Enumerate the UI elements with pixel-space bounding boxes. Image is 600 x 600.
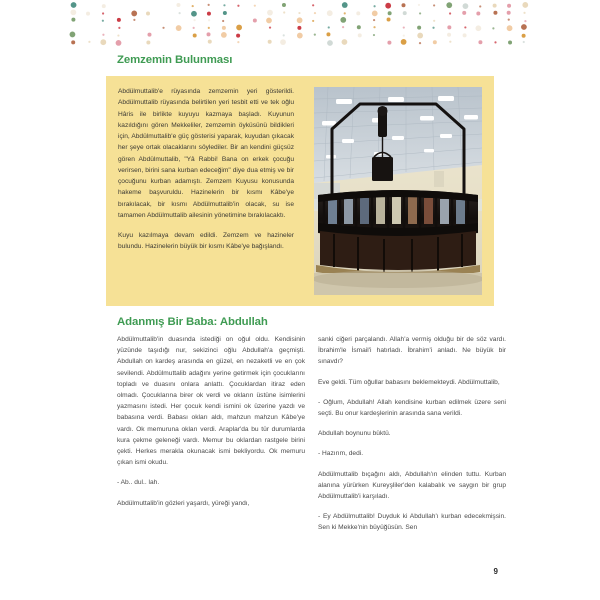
body-paragraph: Abdullah boynunu büktü. [318, 430, 391, 438]
body-paragraph: Eve geldi. Tüm oğullar babasını beklemekteydi. Abdülmuttalib, [318, 378, 500, 386]
body-column-right [318, 334, 506, 534]
dotted-header-band [66, 2, 532, 46]
body-paragraph: Abdülmuttalib'in duasında istediği on oğul oldu. Kendisinin yüzünde taşıdığı nur, sekizinci oğlu Abdullah'a geçmişti. Abdullah on kardeş arasında en güzel, en nezaketli ve en çok sevilendi. Abdülmuttalib adağını yerine getirmek için çocuklarını topladı ve duasını onlara anlattı. Çocuklardan itiraz eden olmadı. Çocuklarına birer ok verdi ve okların üstüne isimlerini yazmasını istedi. Her çocuk kendi ismini ok üzerine yazdı ve babasına verdi. Babası okları aldı, mahzun mahzun Kâbe'ye vardı. Ok memuruna okları verdi. Araplar'da bu tür durumlarda kura çekme geleneği vardı. Memur bu oklardan rastgele birini çekti. Herkes merakla okunacak ismi bekliyordu. Ok memuru çıkan ismi okudu. [117, 336, 305, 467]
body-paragraph: Abdülmuttalib bıçağını aldı, Abdullah'ın elinden tuttu. Kurban alanına yürürken Kureyşliler'den kalabalık ve saygın bir grup Abdülmuttalib'i karşıladı. [318, 470, 506, 501]
callout-paragraph: Kuyu kazılmaya devam edildi. Zemzem ve hazineler bulundu. Hazinelerin büyük bir kısmı Kâbe'ye bağışlandı. [118, 232, 294, 251]
body-paragraph: Abdülmuttalib'in gözleri yaşardı, yüreği yandı, [117, 499, 250, 507]
highlight-callout-box [106, 76, 494, 306]
body-paragraph: - Ab.. dul.. lah. [117, 479, 160, 487]
callout-text-block [118, 86, 294, 253]
zamzam-well-photo [314, 87, 482, 295]
body-paragraph: - Ey Abdülmuttalib! Duyduk ki Abdullah'ı kurban edecekmişsin. Sen ki Mekke'nin büyüğüsün. Sen [318, 513, 506, 532]
body-paragraph: - Hazırım, dedi. [318, 450, 364, 458]
section-heading-adanmis-bir-baba: Adanmış Bir Baba: Abdullah [117, 316, 268, 328]
section-heading-zemzem: Zemzemin Bulunması [117, 54, 233, 66]
callout-paragraph: Abdülmuttalib'e rüyasında zemzemin yeri gösterildi. Abdülmuttalib rüyasında belirtilen yeri tesbit etti ve tek oğlu Hâris ile birlikte kuyuyu kazmaya başladı. Kuyunun kazıldığını gören Mekkeliler, zemzemin öyküsünü bildikleri için, Abdülmuttalib'e güç gösterisi yaparak, kuyudan çıkacak her şeye ortak olacaklarını söylediler. Bir an kendini güçsüz gören Abdülmuttalib, "Yâ Rabbi! Bana on erkek çocuğu verirsen, birini sana kurban edeceğim" diye dua etmiş ve bir çocuğunu kurban adamıştı. Zemzem Kuyusu konusunda hakeme başvuruldu. Hazinelerin bir kısmı Kâbe'ye bırakılacak, bir kısmı Abdülmuttalib'in olacak, su ise tamamen Abdülmuttalib ailesinin yönetimine bırakılacaktı. [118, 88, 294, 219]
body-paragraph: - Oğlum, Abdullah! Allah kendisine kurban edilmek üzere seni seçti. Bu onur kardeşlerinin arasında sana verildi. [318, 398, 506, 418]
page-number: 9 [493, 567, 498, 576]
body-paragraph: sanki ciğeri parçalandı. Allah'a vermiş olduğu bir de söz vardı. İbrahim'le İsmail'i hatırladı. İbrahim'i anladı. Ne büyük bir sınavdı? [318, 336, 506, 366]
body-column-left [117, 334, 305, 509]
